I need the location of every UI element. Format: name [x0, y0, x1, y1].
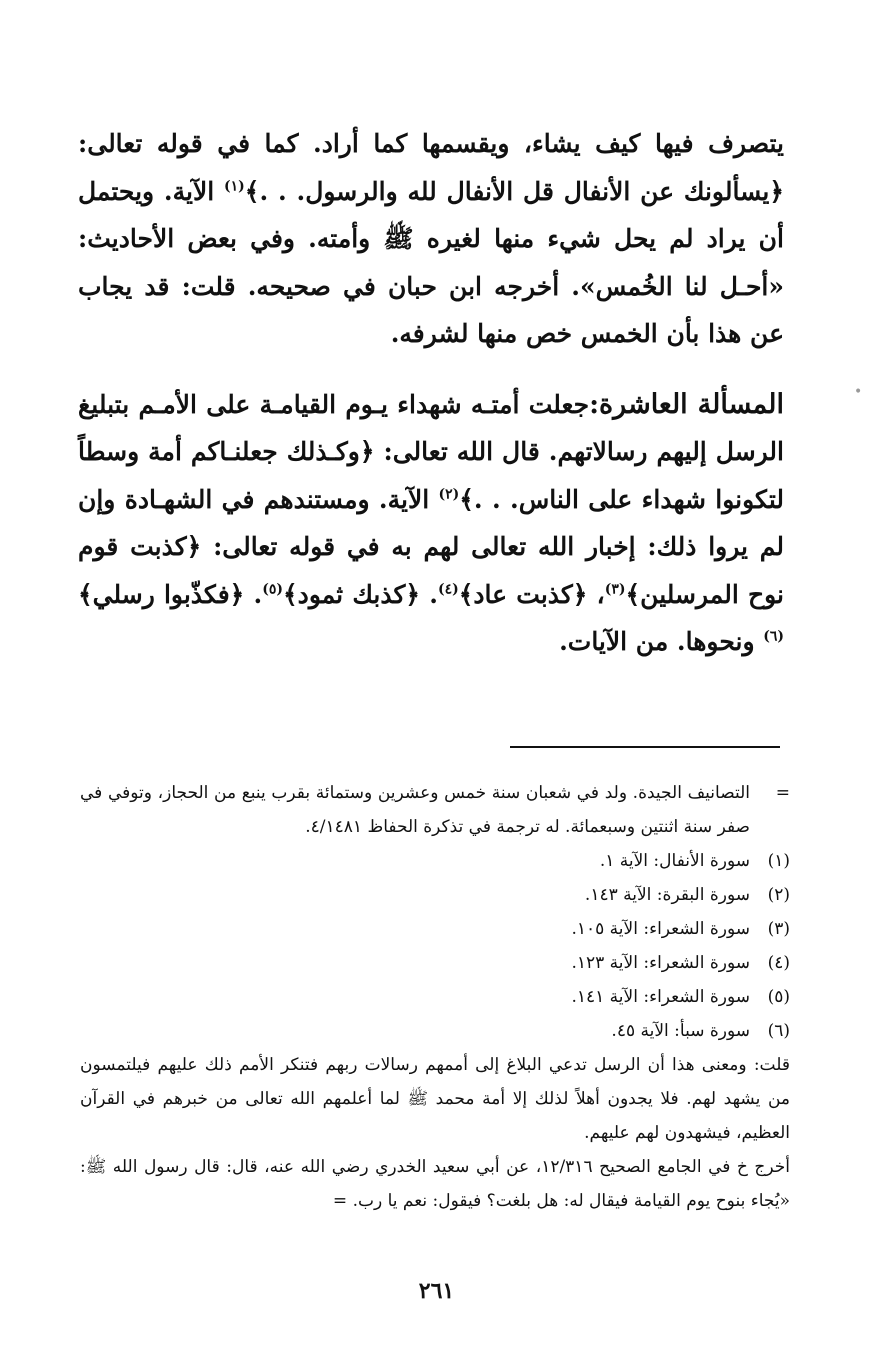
paragraph-2: [78, 381, 784, 666]
paragraph-1: [78, 120, 784, 358]
comment-text: قلت: ومعنى هذا أن الرسل تدعي البلاغ إلى أممهم رسالات ربهم فتنكر الأمم ذلك عليهم فيلتمسون من يشهد لهم. فلا يجدون أهلاً لذلك إلا أمة محمد ﷺ لما أعلمهم الله تعالى من خبرهم في القرآن العظيم، فيشهدون لهم عليهم.: [80, 1055, 790, 1143]
main-text: [78, 120, 784, 666]
paragraph-1-text: يتصرف فيها كيف يشاء، ويقسمها كما أراد. كما في قوله تعالى: ﴿يسألونك عن الأنفال قل الأنفال لله والرسول. . .﴾: [78, 129, 784, 206]
section-heading: المسألة العاشرة:: [589, 388, 784, 420]
footnote-ref-1: (١): [224, 178, 245, 195]
paragraph-2-text-f: ونحوها. من الآيات.: [559, 627, 764, 656]
margin-mark: •: [854, 384, 863, 400]
footnote-mark: (٣): [767, 919, 790, 939]
footnote-4: [80, 946, 790, 980]
footnote-ref-6: (٦): [763, 628, 784, 645]
page-number: ٢٦١: [418, 1278, 455, 1304]
paragraph-2-text-b: الآية. ومستندهم في الشهـادة وإن لم يروا ذلك: إخبار الله تعالى لهم به في قوله تعالى: ﴿كذبت قوم نوح المرسلين﴾: [78, 484, 784, 609]
footnote-ref-4: (٤): [437, 581, 459, 598]
paragraph-1-tail: الآية. ويحتمل أن يراد لم يحل شيء منها لغيره ﷺ وأمته. وفي بعض الأحاديث: «أحـل لنا الخُمس». أخرجه ابن حبان في صحيحه. قلت: قد يجاب عن هذا بأن الخمس خص منها لشرفه.: [78, 176, 784, 348]
footnote-6-comment: [80, 1048, 790, 1150]
footnote-mark: (٤): [767, 953, 790, 973]
footnote-text: سورة البقرة: الآية ١٤٣.: [584, 885, 750, 905]
paragraph-2-text-d: . ﴿كذبك ثمود﴾: [283, 579, 438, 609]
footnote-ref-3: (٣): [604, 581, 626, 598]
footnote-continuation: [80, 776, 790, 844]
footnote-1: [80, 844, 790, 878]
footnotes: [80, 776, 790, 1218]
footnote-5: [80, 980, 790, 1014]
footnote-divider: [510, 746, 780, 748]
continuation-text: التصانيف الجيدة. ولد في شعبان سنة خمس وعشرين وستمائة بقرب ينبع من الحجاز، وتوفي في صفر سنة اثنتين وسبعمائة. له ترجمة في تذكرة الحفاظ ٤/١٤٨١.: [80, 783, 750, 837]
paragraph-2-text-a: جعلت أمتـه شهداء يـوم القيامـة على الأمـم بتبليغ الرسل إليهم رسالاتهم. قال الله تعالى: ﴿وكـذلك جعلنـاكم أمة وسطاً لتكونوا شهداء على الناس. . .﴾: [78, 389, 785, 514]
footnote-text: سورة سبأ: الآية ٤٥.: [611, 1021, 750, 1041]
footnote-text: سورة الشعراء: الآية ١٠٥.: [571, 919, 750, 939]
footnote-3: [80, 912, 790, 946]
footnote-text: سورة الشعراء: الآية ١٤١.: [571, 987, 750, 1007]
paragraph-2-text-c: ، ﴿كذبت عاد﴾: [458, 579, 605, 609]
footnote-mark: (٦): [767, 1021, 790, 1041]
continuation-mark: =: [775, 783, 790, 803]
footnote-ref-5: (٥): [262, 581, 284, 598]
footnote-6: [80, 1014, 790, 1048]
footnote-6-hadith: [80, 1150, 790, 1218]
hadith-text: أخرج خ في الجامع الصحيح ١٢/٣١٦، عن أبي سعيد الخدري رضي الله عنه، قال: قال رسول الله ﷺ: «يُجاء بنوح يوم القيامة فيقال له: هل بلغت؟ فيقول: نعم يا رب. =: [80, 1157, 790, 1211]
footnote-text: سورة الشعراء: الآية ١٢٣.: [571, 953, 750, 973]
footnote-2: [80, 878, 790, 912]
footnote-mark: (٥): [767, 987, 790, 1007]
footnote-mark: (١): [767, 851, 790, 871]
footnote-mark: (٢): [767, 885, 790, 905]
footnote-ref-2: (٢): [438, 486, 460, 503]
footnote-text: سورة الأنفال: الآية ١.: [599, 851, 750, 871]
paragraph-2-text-e: . ﴿فكذّبوا رسلي﴾: [78, 579, 263, 609]
